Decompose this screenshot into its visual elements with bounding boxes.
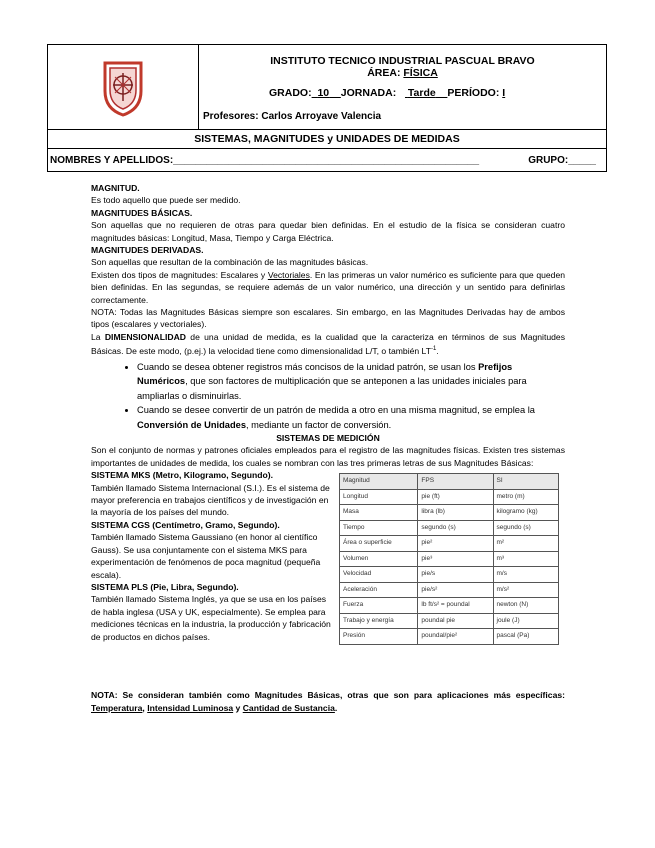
jornada-label: JORNADA:: [340, 87, 397, 99]
systems-list: [91, 469, 335, 643]
document-body: [91, 182, 565, 714]
systems-section: [91, 469, 565, 689]
institution-name: INSTITUTO TECNICO INDUSTRIAL PASCUAL BRAVO: [270, 55, 535, 67]
grado-value: 10: [317, 87, 330, 99]
sistemas-heading: SISTEMAS DE MEDICIÓN: [276, 433, 380, 444]
bullet-list: [91, 360, 565, 433]
bullet-conversion: • Cuando se desee convertir de un patrón de medida a otro en una misma magnitud, se emplea la Conversión de Unidades, mediante un factor de conversión.: [137, 403, 565, 432]
header-table: [47, 44, 607, 172]
table-row: Área o superficie pie² m²: [340, 536, 559, 552]
nota-final: NOTA: Se consideran también como Magnitudes Básicas, otras que son para aplicaciones más específicas: Temperatura, Intensidad Luminosa y Cantidad de Sustancia.: [91, 690, 565, 713]
basicas-heading: MAGNITUDES BÁSICAS.: [91, 207, 193, 218]
table-header: SI: [493, 474, 559, 490]
school-crest-icon: [101, 57, 145, 117]
profesores: Profesores: Carlos Arroyave Valencia: [203, 111, 382, 122]
magnitud-heading: MAGNITUD.: [91, 183, 140, 193]
table-row: Velocidad pie/s m/s: [340, 567, 559, 583]
school-logo: [48, 45, 199, 130]
nombres-field[interactable]: NOMBRES Y APELLIDOS:_______________________________________________________: [50, 154, 480, 166]
table-row: Volumen pie³ m³: [340, 551, 559, 567]
mks-heading: SISTEMA MKS (Metro, Kilogramo, Segundo).: [91, 470, 274, 481]
derivadas-def: Son aquellas que resultan de la combinación de las magnitudes básicas.: [91, 257, 369, 268]
table-header-row: [340, 474, 559, 490]
grupo-field[interactable]: GRUPO:_____: [528, 154, 596, 166]
table-row: Aceleración pie/s² m/s²: [340, 582, 559, 598]
grado-line: [199, 87, 606, 99]
table-header: FPS: [418, 474, 493, 490]
names-row: [48, 149, 607, 172]
cgs-def: También llamado Sistema Gaussiano (en honor al científico Gauss). Se usa conjuntamente con el sistema MKS para experimentación de fenómenos de poca magnitud (pequeña escala).: [91, 532, 321, 580]
area-label: ÁREA:: [367, 67, 404, 79]
units-table: [339, 473, 559, 645]
dimensionalidad-paragraph: La DIMENSIONALIDAD de una unidad de medida, es la cualidad que la caracteriza en términos de sus Magnitudes Básicas. De este modo, (p.ej.) la velocidad tiene como dimensionalidad L/T, o también $LT^{-1}$.: [91, 331, 565, 357]
table-row: Trabajo y energía poundal pie joule (J): [340, 613, 559, 629]
table-row: Fuerza lb ft/s² = poundal newton (N): [340, 598, 559, 614]
pls-heading: SISTEMA PLS (Pie, Libra, Segundo).: [91, 581, 239, 592]
pls-def: También llamado Sistema Inglés, ya que se usa en los países de habla inglesa (USA y UK, especialmente). Se emplea para mediciones técnicas en la industria, la producción y fabricación de productos en dichos países.: [91, 594, 331, 642]
sistemas-def: Son el conjunto de normas y patrones oficiales empleados para el registro de las magnitudes físicas. Existen tres sistemas importantes de unidades de medida, los cuales se nombran con las tres primeras letras de sus Magnitudes Básicas:: [91, 445, 565, 468]
basicas-def: Son aquellas que no requieren de otras para quedar bien definidas. En el estudio de la física se consideran cuatro magnitudes básicas: Longitud, Masa, Tiempo y Carga Eléctrica.: [91, 220, 565, 243]
page-title: SISTEMAS, MAGNITUDES y UNIDADES DE MEDIDAS: [48, 130, 607, 149]
bullet-prefijos: • Cuando se desea obtener registros más concisos de la unidad patrón, se usan los Prefijos Numéricos, que son factores de multiplicación que se anteponen a las unidades iniciales para ampliarlas o disminuirlas.: [137, 360, 565, 404]
periodo-label: PERÍODO:: [447, 87, 500, 99]
mks-def: También llamado Sistema Internacional (S.I.). Es el sistema de mayor preferencia en trabajos científicos y de investigación en la mayoría de los países del mundo.: [91, 482, 330, 518]
table-row: Masa libra (lb) kilogramo (kg): [340, 505, 559, 521]
table-row: Presión poundal/pie² pascal (Pa): [340, 629, 559, 645]
table-row: Longitud pie (ft) metro (m): [340, 489, 559, 505]
nota-escalares: NOTA: Todas las Magnitudes Básicas siempre son escalares. Sin embargo, en las Magnitudes Derivadas hay de ambos tipos (escalares y vectoriales).: [91, 307, 565, 330]
jornada-value: Tarde: [407, 87, 436, 99]
area-value: FÍSICA: [403, 67, 438, 79]
table-row: Tiempo segundo (s) segundo (s): [340, 520, 559, 536]
cgs-heading: SISTEMA CGS (Centímetro, Gramo, Segundo).: [91, 519, 280, 530]
grado-label: GRADO:: [269, 87, 312, 99]
table-header: Magnitud: [340, 474, 418, 490]
derivadas-heading: MAGNITUDES DERIVADAS.: [91, 245, 204, 256]
tipos-paragraph: Existen dos tipos de magnitudes: Escalares y Vectoriales. En las primeras un valor numérico es suficiente para que queden bien definidas. En las segundas, se requiere además de un valor numérico, una dirección y un sentido para definirlas correctamente.: [91, 269, 565, 305]
institution-block: [199, 49, 606, 79]
periodo-value: I: [502, 87, 506, 99]
magnitud-def: Es todo aquello que puede ser medido.: [91, 195, 241, 206]
